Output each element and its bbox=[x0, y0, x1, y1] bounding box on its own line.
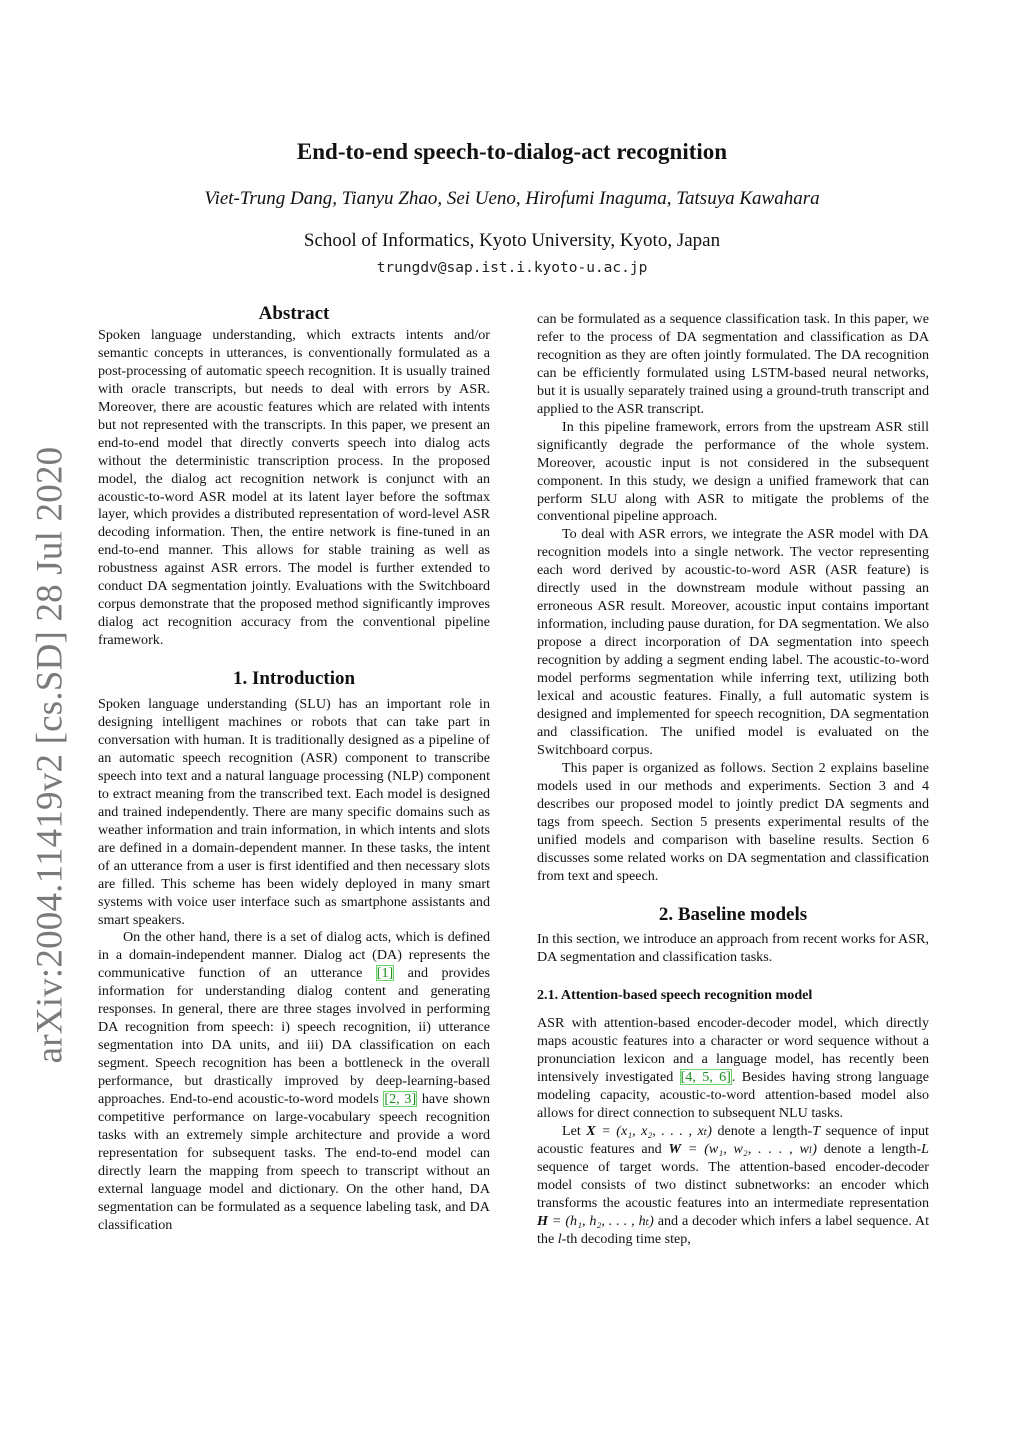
citation-link-4-5-6[interactable]: [4, 5, 6] bbox=[680, 1069, 731, 1086]
citation-link-1[interactable]: [1] bbox=[376, 965, 394, 982]
citation-link-2-3[interactable]: [2, 3] bbox=[384, 1091, 417, 1108]
abstract-text: Spoken language understanding, which extracts intents and/or semantic concepts in utterances, is conventionally formulated as a post-processing of automatic speech recognition. It is usually trained with oracle transcripts, but needs to deal with errors by ASR. Moreover, there are acoustic features which are related with intents but not represented with the transcripts. In this paper, we present an end-to-end model that directly converts speech into dialog acts without the deterministic transcription process. In the proposed model, the dialog act recognition network is conjunct with an acoustic-to-word ASR model at its latent layer before the softmax layer, which provides a distributed representation of word-level ASR decoding information. Then, the entire network is fine-tuned in an end-to-end manner. This allows for stable training as well as robustness against ASR errors. The model is further extended to conduct DA segmentation jointly. Evaluations with the Switchboard corpus demonstrate that the proposed method significantly improves dialog act recognition accuracy from the conventional pipeline framework. bbox=[98, 326, 490, 649]
intro-paragraph-2: On the other hand, there is a set of dialog acts, which is defined in a domain-independent manner. Dialog act (DA) represents the communicative function of an utterance [1] and provides information for understanding dialog content and generating responses. In general, there are three stages involved in performing DA recognition from speech: i) speech recognition, ii) utterance segmentation into DA units, and iii) DA classification on each segment. Speech recognition has been a bottleneck in the overall performance, but drastically improved by deep-learning-based approaches. End-to-end acoustic-to-word models [2, 3] have shown competitive performance on large-vocabulary speech recognition tasks with an extremely simple architecture and provide a word representation for subsequent tasks. The end-to-end model can directly learn the mapping from speech to transcript without an external language model and dictionary. On the other hand, DA segmentation can be formulated as a sequence labeling task, and DA classification bbox=[98, 929, 490, 1233]
baseline-heading: 2. Baseline models bbox=[658, 903, 808, 925]
symbol-H: H bbox=[537, 1212, 548, 1229]
subsection-heading-2-1: 2.1. Attention-based speech recognition model bbox=[537, 987, 813, 1004]
paper-affiliation: School of Informatics, Kyoto University, Kyoto, Japan bbox=[303, 230, 721, 251]
intro-paragraph-5: This paper is organized as follows. Section 2 explains baseline models used in our methods and experiments. Section 3 and 4 describes our proposed model to jointly predict DA segments and tags from speech. Section 5 presents experimental results of the unified models and comparison with baseline results. Section 6 discusses some related works on DA segmentation and classification from text and speech. bbox=[537, 759, 929, 884]
left-column bbox=[98, 305, 490, 1235]
intro-paragraph-1: Spoken language understanding (SLU) has an important role in designing intelligent machines or robots that can take part in conversation with human. It is traditionally designed as a pipeline of an automatic speech recognition (ASR) component to transcribe speech into text and a natural language processing (NLP) component to extract meaning from the transcribed text. Each model is designed and trained independently. There are many specific domains such as weather information and train information, in which intents and slots are defined in a domain-dependent manner. In these tasks, the intent of an utterance from a user is first identified and then necessary slots are filled. This scheme has been widely deployed in many smart systems with voice user interface such as smartphone assistants and smart speakers. bbox=[98, 696, 490, 928]
symbol-X: X bbox=[586, 1123, 596, 1140]
symbol-W: W bbox=[668, 1140, 682, 1157]
symbol-T: T bbox=[812, 1123, 821, 1140]
paper-title: End-to-end speech-to-dialog-act recognition bbox=[296, 139, 728, 164]
abstract-heading: Abstract bbox=[258, 303, 330, 324]
symbol-l: l bbox=[557, 1230, 562, 1247]
baseline-paragraph-1: In this section, we introduce an approach from recent works for ASR, DA segmentation and classification tasks. bbox=[537, 931, 929, 966]
baseline-paragraph-3: Let X = (x₁, x₂, . . . , xₜ) denote a length-T sequence of input acoustic features and W = (w₁, w₂, . . . , wₗ) denote a length-L sequence of target words. The attention-based encoder-decoder model consists of two distinct subnetworks: an encoder which transforms the acoustic features into an intermediate representation H = (h₁, h₂, . . . , hₜ) and a decoder which infers a label sequence. At the l-th decoding time step, bbox=[537, 1123, 929, 1247]
paper-email: trungdv@sap.ist.i.kyoto-u.ac.jp bbox=[376, 260, 648, 276]
intro-paragraph-4: To deal with ASR errors, we integrate the ASR model with DA recognition models into a single network. The vector representing each word derived by acoustic-to-word ASR (ASR feature) is directly used in the downstream module without passing an erroneous ASR result. Moreover, acoustic input contains important information, including pause duration, for DA segmentation. We also propose a direct incorporation of DA segmentation into speech recognition by adding a segment ending label. The acoustic-to-word model performs segmentation while inferring text, utilizing both lexical and acoustic features. Finally, a full automatic system is designed and implemented for speech recognition, DA segmentation and classification. The unified model is evaluated on the Switchboard corpus. bbox=[537, 526, 929, 758]
arxiv-identifier: arXiv:2004.11419v2 [cs.SD] 28 Jul 2020 bbox=[29, 446, 71, 1064]
equation-W: = (w₁, w₂, . . . , wₗ) bbox=[681, 1140, 817, 1157]
arxiv-sidebar bbox=[29, 446, 71, 1064]
equation-H: = (h₁, h₂, . . . , hₜ) bbox=[547, 1212, 654, 1229]
equation-X: = (x₁, x₂, . . . , xₜ) bbox=[595, 1123, 712, 1140]
intro-paragraph-3: In this pipeline framework, errors from the upstream ASR still significantly degrade the performance of the whole system. Moreover, acoustic input is not considered in the subsequent component. In this study, we design a unified framework that can perform SLU along with ASR to mitigate the problems of the conventional pipeline approach. bbox=[537, 418, 929, 525]
right-column bbox=[537, 311, 929, 1249]
introduction-heading: 1. Introduction bbox=[232, 668, 356, 690]
paper-authors: Viet-Trung Dang, Tianyu Zhao, Sei Ueno, Hirofumi Inaguma, Tatsuya Kawahara bbox=[204, 188, 820, 209]
baseline-paragraph-2: ASR with attention-based encoder-decoder model, which directly maps acoustic features into a character or word sequence without a pronunciation lexicon and a language model, has recently been intensively investigated [4, 5, 6]. Besides having strong language modeling capacity, acoustic-to-word attention-based model also allows for direct connection to subsequent NLU tasks. bbox=[537, 1015, 929, 1122]
intro-paragraph-2-continued: can be formulated as a sequence classification task. In this paper, we refer to the process of DA segmentation and classification as DA recognition as they are often jointly formulated. The DA recognition can be efficiently formulated using LSTM-based neural networks, but it is usually separately trained using a ground-truth transcript and applied to the ASR transcript. bbox=[537, 311, 929, 417]
symbol-L: L bbox=[921, 1140, 929, 1157]
